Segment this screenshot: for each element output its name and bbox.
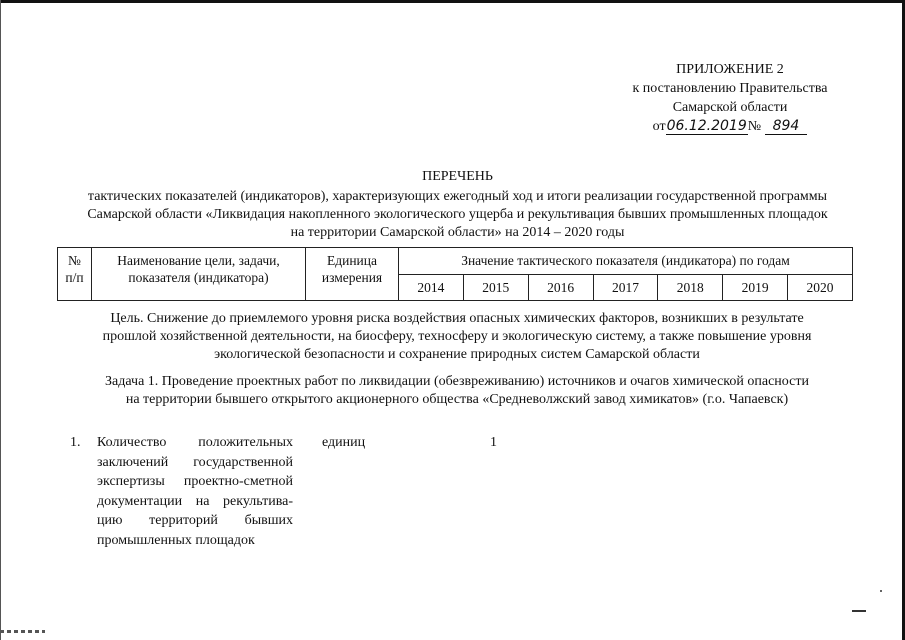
row-name-line-2: заключений государственной (97, 454, 293, 470)
row-name-line-6: промышленных площадок (97, 532, 255, 548)
appendix-date-line (560, 117, 900, 136)
scan-mark (852, 610, 866, 612)
goal-text (62, 310, 852, 364)
document-subtitle-line-3: на территории Самарской области» на 2014 – 2020 годы (290, 225, 625, 240)
scan-border-top (0, 0, 905, 3)
date-prefix: от (652, 119, 666, 134)
indicator-table-header (57, 247, 853, 301)
year-header-2017: 2017 (593, 275, 658, 301)
column-unit-label-2: измерения (321, 270, 383, 285)
column-number-header (58, 248, 92, 301)
year-header-2020: 2020 (788, 275, 853, 301)
column-values-header: Значение тактического показателя (индикатора) по годам (399, 248, 853, 275)
scan-border-left (0, 0, 1, 640)
document-subtitle-line-1: тактических показателей (индикаторов), характеризующих ежегодный ход и итоги реализации государственной программы (87, 189, 828, 204)
goal-line-1: Цель. Снижение до приемлемого уровня риска воздействия опасных химических факторов, возникших в результате (110, 311, 804, 326)
column-number-label: № (68, 253, 81, 268)
year-header-2016: 2016 (528, 275, 593, 301)
year-header-2014: 2014 (399, 275, 464, 301)
year-header-2019: 2019 (723, 275, 788, 301)
column-unit-header (306, 248, 399, 301)
date-value: 06.12.2019 (666, 118, 747, 134)
document-subtitle-line-2: Самарской области «Ликвидация накопленного экологического ущерба и рекультивация бывших промышленных площадок (87, 207, 828, 222)
number-prefix: № (747, 119, 762, 134)
row-name-line-4: документации на рекультива- (97, 493, 293, 509)
year-header-2018: 2018 (658, 275, 723, 301)
row-name-line-3: экспертизы проектно-сметной (97, 474, 293, 489)
task-line-1: Задача 1. Проведение проектных работ по ликвидации (обезвреживанию) источников и очагов химической опасности (105, 374, 809, 389)
task-text (62, 373, 852, 409)
task-line-2: на территории бывшего открытого акционерного общества «Средневолжский завод химикатов» (г.о. Чапаевск) (125, 392, 789, 407)
scan-dot (880, 590, 882, 592)
row-value-2014: 1 (490, 435, 497, 450)
year-header-2015: 2015 (463, 275, 528, 301)
number-value: 894 (765, 119, 808, 135)
row-unit: единиц (322, 435, 366, 450)
row-indicator-name (97, 433, 293, 550)
column-name-label-2: показателя (индикатора) (128, 270, 269, 285)
column-unit-label: Единица (326, 253, 377, 268)
column-name-label: Наименование цели, задачи, (117, 253, 280, 268)
appendix-block (560, 60, 900, 136)
goal-line-3: экологической безопасности и сохранение природных систем Самарской области (214, 347, 700, 362)
document-title (40, 168, 875, 242)
column-name-header (92, 248, 306, 301)
appendix-line-2: Самарской области (672, 100, 788, 115)
row-name-line-5: цию территорий бывших (97, 513, 293, 528)
column-number-label-2: п/п (65, 270, 84, 285)
scan-corner-mark (0, 630, 45, 633)
appendix-line-1: к постановлению Правительства (632, 81, 828, 96)
row-number: 1. (70, 435, 81, 450)
goal-line-2: прошлой хозяйственной деятельности, на биосферу, техносферу и экологическую систему, а также повышение уровня (102, 329, 812, 344)
row-name-line-1: Количество положительных (97, 435, 293, 450)
document-heading: ПЕРЕЧЕНЬ (422, 169, 493, 184)
appendix-title: ПРИЛОЖЕНИЕ 2 (676, 62, 784, 77)
